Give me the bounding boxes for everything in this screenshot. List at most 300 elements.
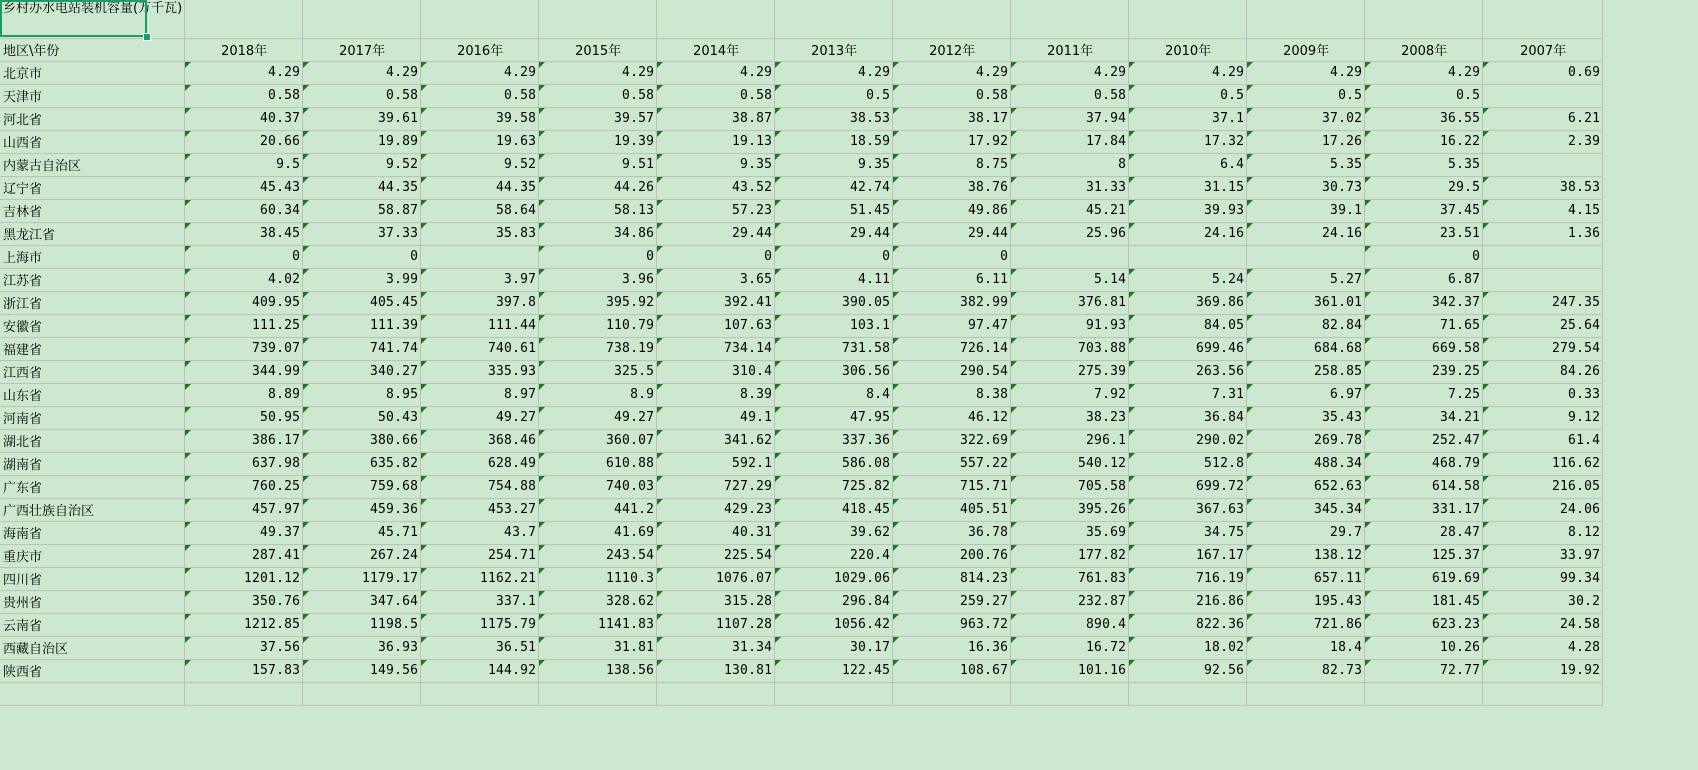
value-cell[interactable]	[657, 222, 775, 245]
empty-cell[interactable]	[775, 0, 893, 38]
value-cell[interactable]	[893, 314, 1011, 337]
value-cell[interactable]	[1483, 291, 1603, 314]
value-cell[interactable]	[1011, 613, 1129, 636]
value-cell[interactable]	[657, 153, 775, 176]
region-cell[interactable]: 天津市	[0, 84, 185, 107]
value-cell[interactable]	[1483, 360, 1603, 383]
value-cell[interactable]	[657, 84, 775, 107]
value-cell[interactable]	[657, 544, 775, 567]
region-cell[interactable]: 吉林省	[0, 199, 185, 222]
value-cell[interactable]	[539, 452, 657, 475]
region-cell[interactable]: 辽宁省	[0, 176, 185, 199]
value-cell[interactable]	[893, 475, 1011, 498]
value-cell[interactable]	[1483, 153, 1603, 176]
value-cell[interactable]	[1247, 291, 1365, 314]
value-cell[interactable]	[303, 61, 421, 84]
region-cell[interactable]: 云南省	[0, 613, 185, 636]
value-cell[interactable]	[185, 659, 303, 682]
value-cell[interactable]	[303, 245, 421, 268]
value-cell[interactable]	[421, 406, 539, 429]
empty-cell[interactable]	[657, 682, 775, 705]
value-cell[interactable]	[185, 222, 303, 245]
empty-cell[interactable]	[185, 0, 303, 38]
value-cell[interactable]	[1129, 452, 1247, 475]
value-cell[interactable]	[1365, 498, 1483, 521]
value-cell[interactable]	[539, 314, 657, 337]
value-cell[interactable]	[1247, 544, 1365, 567]
value-cell[interactable]	[185, 314, 303, 337]
value-cell[interactable]	[1011, 222, 1129, 245]
value-cell[interactable]	[775, 153, 893, 176]
value-cell[interactable]	[421, 176, 539, 199]
value-cell[interactable]	[893, 268, 1011, 291]
value-cell[interactable]	[1011, 176, 1129, 199]
value-cell[interactable]	[1129, 383, 1247, 406]
year-header-cell[interactable]: 2007年	[1483, 38, 1603, 61]
value-cell[interactable]	[1483, 199, 1603, 222]
empty-cell[interactable]	[657, 0, 775, 38]
value-cell[interactable]	[657, 130, 775, 153]
value-cell[interactable]	[1365, 406, 1483, 429]
value-cell[interactable]	[657, 291, 775, 314]
value-cell[interactable]	[1011, 84, 1129, 107]
value-cell[interactable]	[657, 613, 775, 636]
value-cell[interactable]	[657, 452, 775, 475]
value-cell[interactable]	[1365, 636, 1483, 659]
region-cell[interactable]: 黑龙江省	[0, 222, 185, 245]
value-cell[interactable]	[1011, 291, 1129, 314]
value-cell[interactable]	[1011, 429, 1129, 452]
region-cell[interactable]: 海南省	[0, 521, 185, 544]
empty-cell[interactable]	[185, 682, 303, 705]
value-cell[interactable]	[1247, 130, 1365, 153]
value-cell[interactable]	[421, 153, 539, 176]
year-header-cell[interactable]: 2009年	[1247, 38, 1365, 61]
value-cell[interactable]	[539, 199, 657, 222]
value-cell[interactable]	[1483, 314, 1603, 337]
value-cell[interactable]	[893, 360, 1011, 383]
value-cell[interactable]	[893, 406, 1011, 429]
value-cell[interactable]	[775, 107, 893, 130]
value-cell[interactable]	[539, 84, 657, 107]
value-cell[interactable]	[657, 429, 775, 452]
value-cell[interactable]	[539, 107, 657, 130]
value-cell[interactable]	[421, 452, 539, 475]
value-cell[interactable]	[657, 245, 775, 268]
value-cell[interactable]	[1247, 176, 1365, 199]
region-cell[interactable]: 重庆市	[0, 544, 185, 567]
value-cell[interactable]	[657, 268, 775, 291]
value-cell[interactable]	[657, 61, 775, 84]
region-cell[interactable]: 贵州省	[0, 590, 185, 613]
value-cell[interactable]	[185, 498, 303, 521]
value-cell[interactable]	[1129, 153, 1247, 176]
region-cell[interactable]: 广西壮族自治区	[0, 498, 185, 521]
value-cell[interactable]	[421, 636, 539, 659]
value-cell[interactable]	[1011, 590, 1129, 613]
value-cell[interactable]	[1247, 337, 1365, 360]
value-cell[interactable]	[1129, 498, 1247, 521]
value-cell[interactable]	[1011, 383, 1129, 406]
value-cell[interactable]	[421, 360, 539, 383]
value-cell[interactable]	[421, 498, 539, 521]
value-cell[interactable]	[1483, 406, 1603, 429]
value-cell[interactable]	[1011, 61, 1129, 84]
value-cell[interactable]	[1011, 314, 1129, 337]
value-cell[interactable]	[539, 475, 657, 498]
title-cell[interactable]: 乡村办水电站装机容量(万千瓦)	[0, 0, 185, 38]
value-cell[interactable]	[1247, 199, 1365, 222]
region-cell[interactable]: 河南省	[0, 406, 185, 429]
value-cell[interactable]	[185, 360, 303, 383]
value-cell[interactable]	[421, 84, 539, 107]
value-cell[interactable]	[1365, 222, 1483, 245]
value-cell[interactable]	[1129, 429, 1247, 452]
value-cell[interactable]	[775, 222, 893, 245]
value-cell[interactable]	[185, 567, 303, 590]
value-cell[interactable]	[775, 291, 893, 314]
value-cell[interactable]	[185, 153, 303, 176]
value-cell[interactable]	[1247, 429, 1365, 452]
value-cell[interactable]	[1365, 153, 1483, 176]
value-cell[interactable]	[1247, 84, 1365, 107]
value-cell[interactable]	[185, 613, 303, 636]
value-cell[interactable]	[185, 176, 303, 199]
value-cell[interactable]	[1247, 659, 1365, 682]
empty-cell[interactable]	[421, 0, 539, 38]
value-cell[interactable]	[185, 636, 303, 659]
value-cell[interactable]	[539, 176, 657, 199]
value-cell[interactable]	[1483, 452, 1603, 475]
value-cell[interactable]	[539, 245, 657, 268]
region-cell[interactable]: 北京市	[0, 61, 185, 84]
year-header-cell[interactable]: 2018年	[185, 38, 303, 61]
empty-cell[interactable]	[1365, 0, 1483, 38]
value-cell[interactable]	[303, 268, 421, 291]
value-cell[interactable]	[657, 199, 775, 222]
value-cell[interactable]	[303, 360, 421, 383]
value-cell[interactable]	[303, 130, 421, 153]
value-cell[interactable]	[539, 291, 657, 314]
value-cell[interactable]	[1011, 153, 1129, 176]
value-cell[interactable]	[539, 567, 657, 590]
value-cell[interactable]	[303, 544, 421, 567]
value-cell[interactable]	[893, 107, 1011, 130]
value-cell[interactable]	[303, 314, 421, 337]
empty-cell[interactable]	[1365, 682, 1483, 705]
value-cell[interactable]	[539, 153, 657, 176]
empty-cell[interactable]	[1011, 682, 1129, 705]
value-cell[interactable]	[1483, 245, 1603, 268]
value-cell[interactable]	[303, 337, 421, 360]
region-cell[interactable]: 内蒙古自治区	[0, 153, 185, 176]
empty-cell[interactable]	[421, 682, 539, 705]
value-cell[interactable]	[421, 590, 539, 613]
value-cell[interactable]	[303, 153, 421, 176]
value-cell[interactable]	[657, 498, 775, 521]
value-cell[interactable]	[1247, 222, 1365, 245]
value-cell[interactable]	[893, 429, 1011, 452]
value-cell[interactable]	[1483, 498, 1603, 521]
value-cell[interactable]	[1483, 567, 1603, 590]
value-cell[interactable]	[1365, 429, 1483, 452]
value-cell[interactable]	[657, 567, 775, 590]
value-cell[interactable]	[1011, 130, 1129, 153]
value-cell[interactable]	[185, 107, 303, 130]
year-header-cell[interactable]: 2013年	[775, 38, 893, 61]
value-cell[interactable]	[539, 613, 657, 636]
value-cell[interactable]	[657, 176, 775, 199]
value-cell[interactable]	[1483, 222, 1603, 245]
region-cell[interactable]: 陕西省	[0, 659, 185, 682]
value-cell[interactable]	[775, 199, 893, 222]
value-cell[interactable]	[893, 222, 1011, 245]
value-cell[interactable]	[775, 521, 893, 544]
value-cell[interactable]	[1365, 199, 1483, 222]
value-cell[interactable]	[1483, 130, 1603, 153]
value-cell[interactable]	[893, 383, 1011, 406]
value-cell[interactable]	[1011, 521, 1129, 544]
value-cell[interactable]	[1129, 291, 1247, 314]
value-cell[interactable]	[893, 636, 1011, 659]
value-cell[interactable]	[1247, 636, 1365, 659]
empty-cell[interactable]	[1247, 682, 1365, 705]
value-cell[interactable]	[303, 613, 421, 636]
value-cell[interactable]	[421, 107, 539, 130]
value-cell[interactable]	[539, 498, 657, 521]
empty-cell[interactable]	[1247, 0, 1365, 38]
value-cell[interactable]	[657, 590, 775, 613]
value-cell[interactable]	[1483, 337, 1603, 360]
value-cell[interactable]	[1011, 360, 1129, 383]
value-cell[interactable]	[1011, 452, 1129, 475]
value-cell[interactable]	[1365, 521, 1483, 544]
value-cell[interactable]	[1365, 659, 1483, 682]
value-cell[interactable]	[1129, 268, 1247, 291]
value-cell[interactable]	[1011, 337, 1129, 360]
value-cell[interactable]	[1011, 567, 1129, 590]
value-cell[interactable]	[657, 107, 775, 130]
value-cell[interactable]	[539, 544, 657, 567]
value-cell[interactable]	[185, 429, 303, 452]
value-cell[interactable]	[775, 567, 893, 590]
value-cell[interactable]	[1129, 176, 1247, 199]
value-cell[interactable]	[421, 429, 539, 452]
value-cell[interactable]	[775, 590, 893, 613]
value-cell[interactable]	[775, 84, 893, 107]
value-cell[interactable]	[1247, 61, 1365, 84]
value-cell[interactable]	[657, 636, 775, 659]
value-cell[interactable]	[1483, 613, 1603, 636]
value-cell[interactable]	[893, 567, 1011, 590]
region-cell[interactable]: 江苏省	[0, 268, 185, 291]
value-cell[interactable]	[893, 199, 1011, 222]
value-cell[interactable]	[1129, 337, 1247, 360]
value-cell[interactable]	[775, 406, 893, 429]
value-cell[interactable]	[185, 268, 303, 291]
value-cell[interactable]	[775, 383, 893, 406]
value-cell[interactable]	[1129, 406, 1247, 429]
value-cell[interactable]	[1129, 245, 1247, 268]
year-header-cell[interactable]: 2012年	[893, 38, 1011, 61]
value-cell[interactable]	[421, 383, 539, 406]
value-cell[interactable]	[185, 475, 303, 498]
region-cell[interactable]: 湖南省	[0, 452, 185, 475]
region-cell[interactable]: 浙江省	[0, 291, 185, 314]
value-cell[interactable]	[1483, 84, 1603, 107]
value-cell[interactable]	[1365, 360, 1483, 383]
year-header-cell[interactable]: 2014年	[657, 38, 775, 61]
value-cell[interactable]	[185, 291, 303, 314]
value-cell[interactable]	[893, 130, 1011, 153]
value-cell[interactable]	[1247, 452, 1365, 475]
value-cell[interactable]	[421, 291, 539, 314]
empty-cell[interactable]	[303, 682, 421, 705]
value-cell[interactable]	[539, 521, 657, 544]
value-cell[interactable]	[775, 544, 893, 567]
value-cell[interactable]	[1129, 360, 1247, 383]
year-header-cell[interactable]: 2008年	[1365, 38, 1483, 61]
value-cell[interactable]	[421, 268, 539, 291]
value-cell[interactable]	[303, 636, 421, 659]
value-cell[interactable]	[893, 61, 1011, 84]
value-cell[interactable]	[1011, 199, 1129, 222]
year-header-cell[interactable]: 2010年	[1129, 38, 1247, 61]
value-cell[interactable]	[657, 383, 775, 406]
value-cell[interactable]	[1247, 613, 1365, 636]
value-cell[interactable]	[421, 544, 539, 567]
year-header-cell[interactable]: 2016年	[421, 38, 539, 61]
value-cell[interactable]	[1129, 521, 1247, 544]
empty-cell[interactable]	[1483, 0, 1603, 38]
empty-cell[interactable]	[775, 682, 893, 705]
value-cell[interactable]	[1129, 475, 1247, 498]
value-cell[interactable]	[421, 61, 539, 84]
region-cell[interactable]: 上海市	[0, 245, 185, 268]
value-cell[interactable]	[893, 84, 1011, 107]
region-cell[interactable]: 山西省	[0, 130, 185, 153]
year-header-cell[interactable]: 2011年	[1011, 38, 1129, 61]
fill-handle[interactable]	[143, 33, 151, 41]
value-cell[interactable]	[185, 337, 303, 360]
value-cell[interactable]	[1483, 544, 1603, 567]
value-cell[interactable]	[1483, 659, 1603, 682]
empty-cell[interactable]	[1483, 682, 1603, 705]
value-cell[interactable]	[539, 61, 657, 84]
empty-cell[interactable]	[1011, 0, 1129, 38]
value-cell[interactable]	[1365, 291, 1483, 314]
value-cell[interactable]	[1247, 153, 1365, 176]
value-cell[interactable]	[303, 429, 421, 452]
value-cell[interactable]	[185, 61, 303, 84]
value-cell[interactable]	[421, 521, 539, 544]
value-cell[interactable]	[539, 222, 657, 245]
value-cell[interactable]	[1011, 245, 1129, 268]
value-cell[interactable]	[1247, 475, 1365, 498]
value-cell[interactable]	[303, 659, 421, 682]
value-cell[interactable]	[1247, 314, 1365, 337]
value-cell[interactable]	[539, 406, 657, 429]
region-cell[interactable]: 江西省	[0, 360, 185, 383]
value-cell[interactable]	[539, 268, 657, 291]
value-cell[interactable]	[303, 199, 421, 222]
empty-cell[interactable]	[539, 0, 657, 38]
value-cell[interactable]	[539, 659, 657, 682]
region-cell[interactable]: 安徽省	[0, 314, 185, 337]
value-cell[interactable]	[1129, 314, 1247, 337]
value-cell[interactable]	[539, 360, 657, 383]
value-cell[interactable]	[1483, 636, 1603, 659]
year-header-cell[interactable]: 2015年	[539, 38, 657, 61]
value-cell[interactable]	[893, 521, 1011, 544]
value-cell[interactable]	[303, 84, 421, 107]
value-cell[interactable]	[775, 61, 893, 84]
value-cell[interactable]	[893, 498, 1011, 521]
value-cell[interactable]	[303, 107, 421, 130]
value-cell[interactable]	[1365, 107, 1483, 130]
value-cell[interactable]	[303, 521, 421, 544]
value-cell[interactable]	[775, 130, 893, 153]
value-cell[interactable]	[185, 590, 303, 613]
value-cell[interactable]	[1247, 360, 1365, 383]
value-cell[interactable]	[775, 176, 893, 199]
value-cell[interactable]	[657, 659, 775, 682]
value-cell[interactable]	[303, 498, 421, 521]
value-cell[interactable]	[1365, 613, 1483, 636]
value-cell[interactable]	[1365, 130, 1483, 153]
value-cell[interactable]	[657, 360, 775, 383]
value-cell[interactable]	[185, 245, 303, 268]
value-cell[interactable]	[1247, 383, 1365, 406]
value-cell[interactable]	[1483, 61, 1603, 84]
value-cell[interactable]	[775, 429, 893, 452]
value-cell[interactable]	[1129, 130, 1247, 153]
empty-cell[interactable]	[893, 0, 1011, 38]
value-cell[interactable]	[1483, 429, 1603, 452]
value-cell[interactable]	[185, 199, 303, 222]
value-cell[interactable]	[1247, 107, 1365, 130]
value-cell[interactable]	[421, 245, 539, 268]
value-cell[interactable]	[1365, 383, 1483, 406]
value-cell[interactable]	[421, 199, 539, 222]
value-cell[interactable]	[1365, 245, 1483, 268]
value-cell[interactable]	[1129, 636, 1247, 659]
value-cell[interactable]	[1483, 475, 1603, 498]
value-cell[interactable]	[1011, 406, 1129, 429]
value-cell[interactable]	[539, 429, 657, 452]
value-cell[interactable]	[539, 130, 657, 153]
value-cell[interactable]	[1011, 544, 1129, 567]
value-cell[interactable]	[421, 130, 539, 153]
value-cell[interactable]	[775, 360, 893, 383]
value-cell[interactable]	[1365, 590, 1483, 613]
value-cell[interactable]	[421, 659, 539, 682]
value-cell[interactable]	[1129, 659, 1247, 682]
value-cell[interactable]	[893, 544, 1011, 567]
value-cell[interactable]	[1129, 613, 1247, 636]
value-cell[interactable]	[421, 567, 539, 590]
value-cell[interactable]	[657, 314, 775, 337]
region-cell[interactable]: 广东省	[0, 475, 185, 498]
value-cell[interactable]	[1129, 567, 1247, 590]
empty-cell[interactable]	[303, 0, 421, 38]
value-cell[interactable]	[1365, 84, 1483, 107]
value-cell[interactable]	[657, 406, 775, 429]
value-cell[interactable]	[1483, 176, 1603, 199]
value-cell[interactable]	[1247, 567, 1365, 590]
region-cell[interactable]: 湖北省	[0, 429, 185, 452]
value-cell[interactable]	[539, 383, 657, 406]
